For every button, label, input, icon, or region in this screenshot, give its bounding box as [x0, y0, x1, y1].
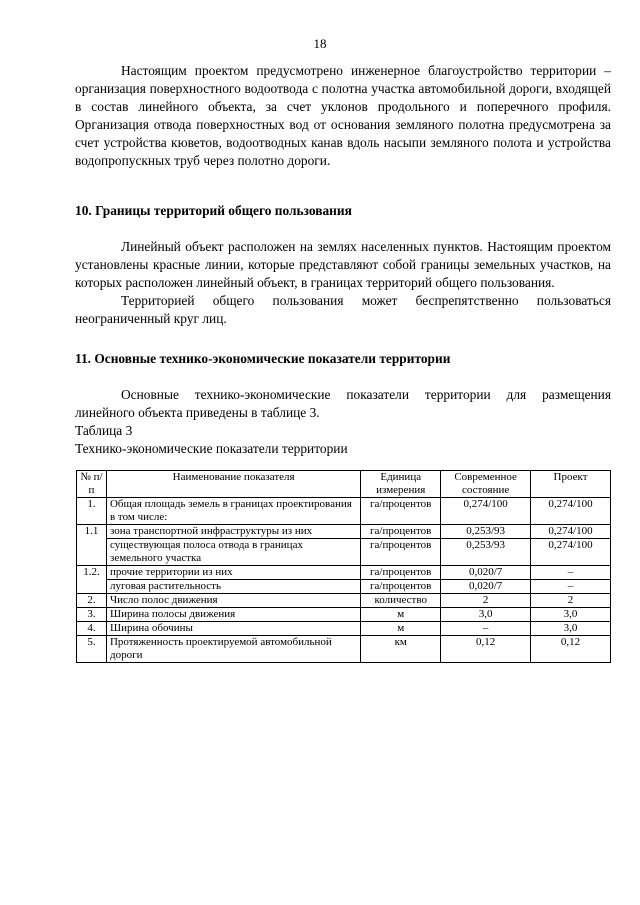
- row-name: зона транспортной инфраструктуры из них: [106, 525, 360, 539]
- row-project: 3,0: [531, 608, 611, 622]
- header-name: Наименование показателя: [106, 471, 360, 498]
- table-row: [77, 580, 611, 594]
- row-name: Число полос движения: [106, 594, 360, 608]
- row-unit: га/процентов: [361, 539, 441, 566]
- row-current: 0,253/93: [441, 525, 531, 539]
- table-row: [77, 608, 611, 622]
- table-row: [77, 566, 611, 580]
- row-unit: м: [361, 608, 441, 622]
- page-number: 18: [313, 36, 327, 51]
- row-name: Ширина обочины: [106, 622, 360, 636]
- section-10-heading: 10. Границы территорий общего пользования: [75, 203, 352, 218]
- header-num: № п/п: [77, 471, 107, 498]
- section-11-paragraph: Основные технико-экономические показатели территории для размещения линейного объекта приведены в таблице 3.: [75, 387, 611, 420]
- section-11: [75, 350, 611, 458]
- row-name: луговая растительность: [106, 580, 360, 594]
- row-unit: количество: [361, 594, 441, 608]
- table-row: [77, 622, 611, 636]
- indicators-table: [76, 470, 611, 663]
- row-unit: га/процентов: [361, 525, 441, 539]
- row-name: Общая площадь земель в границах проектирования в том числе:: [106, 498, 360, 525]
- row-name: прочие территории из них: [106, 566, 360, 580]
- header-project: Проект: [531, 471, 611, 498]
- header-current: Современное состояние: [441, 471, 531, 498]
- section-11-heading: 11. Основные технико-экономические показатели территории: [75, 351, 451, 366]
- row-project: 0,274/100: [531, 498, 611, 525]
- row-current: 0,253/93: [441, 539, 531, 566]
- intro-paragraph: Настоящим проектом предусмотрено инженерное благоустройство территории – организация поверхностного водоотвода с полотна участка автомобильной дороги, входящей в состав линейного объекта, за счет уклонов продольного и поперечного профиля. Организация отвода поверхностных вод от основания земляного полотна предусмотрена за счет устройства кюветов, водоотводных канав вдоль насыпи земляного полота и устройства водопропускных труб через полотно дороги.: [75, 63, 611, 168]
- row-num: 4.: [77, 622, 107, 636]
- table-row: [77, 498, 611, 525]
- row-current: –: [441, 622, 531, 636]
- row-project: 0,12: [531, 636, 611, 663]
- section-10-paragraph-1: Линейный объект расположен на землях населенных пунктов. Настоящим проектом установлены красные линии, которые представляют собой границы земельных участков, на которых расположен линейный объект, в границах территорий общего пользования.: [75, 239, 611, 290]
- row-num: [77, 580, 107, 594]
- row-current: 0,12: [441, 636, 531, 663]
- row-num: 1.2.: [77, 566, 107, 580]
- table-caption: Технико-экономические показатели территории: [75, 441, 348, 456]
- row-name: Ширина полосы движения: [106, 608, 360, 622]
- row-unit: га/процентов: [361, 498, 441, 525]
- intro-block: [75, 62, 611, 170]
- row-project: –: [531, 580, 611, 594]
- section-10: [75, 202, 611, 328]
- row-current: 2: [441, 594, 531, 608]
- row-current: 3,0: [441, 608, 531, 622]
- table-row: [77, 636, 611, 663]
- row-project: 2: [531, 594, 611, 608]
- row-num: [77, 539, 107, 566]
- row-num: 3.: [77, 608, 107, 622]
- table-row: [77, 594, 611, 608]
- row-project: 3,0: [531, 622, 611, 636]
- row-name: существующая полоса отвода в границах земельного участка: [106, 539, 360, 566]
- row-num: 1.: [77, 498, 107, 525]
- row-current: 0,274/100: [441, 498, 531, 525]
- header-unit: Единица измерения: [361, 471, 441, 498]
- row-current: 0,020/7: [441, 580, 531, 594]
- row-project: –: [531, 566, 611, 580]
- row-unit: га/процентов: [361, 580, 441, 594]
- row-unit: м: [361, 622, 441, 636]
- table-row: [77, 525, 611, 539]
- row-num: 5.: [77, 636, 107, 663]
- table-number: Таблица 3: [75, 423, 133, 438]
- section-10-paragraph-2: Территорией общего пользования может беспрепятственно пользоваться неограниченный круг лиц.: [75, 293, 611, 326]
- row-num: 1.1: [77, 525, 107, 539]
- row-name: Протяженность проектируемой автомобильной дороги: [106, 636, 360, 663]
- row-project: 0,274/100: [531, 525, 611, 539]
- table-header-row: [77, 471, 611, 498]
- row-unit: км: [361, 636, 441, 663]
- row-current: 0,020/7: [441, 566, 531, 580]
- row-unit: га/процентов: [361, 566, 441, 580]
- row-num: 2.: [77, 594, 107, 608]
- row-project: 0,274/100: [531, 539, 611, 566]
- table-row: [77, 539, 611, 566]
